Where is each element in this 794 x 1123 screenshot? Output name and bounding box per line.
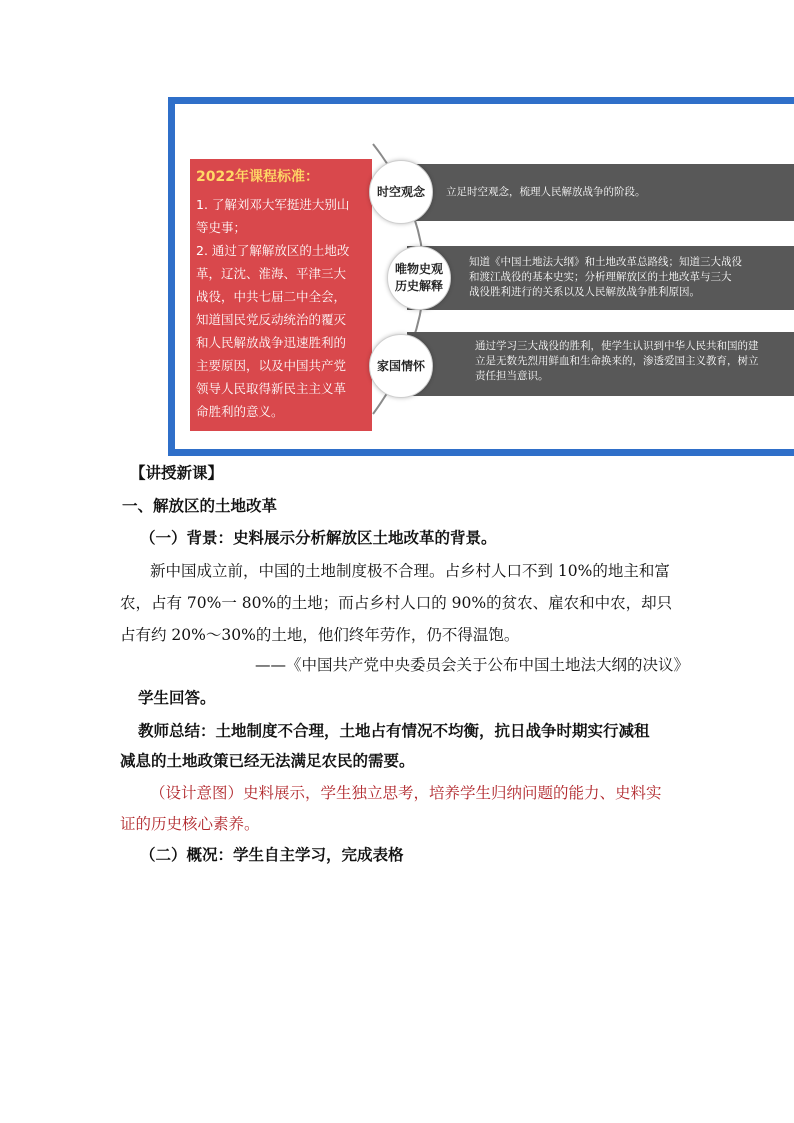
curriculum-figure [168,97,794,456]
standard-line: 领导人民取得新民主主义革 [196,381,347,396]
quote-line: 占有约 20%～30%的土地，他们终年劳作，仍不得温饱。 [120,626,520,644]
quote-source: ——《中国共产党中央委员会关于公布中国土地法大纲的决议》 [255,656,690,674]
literacy-bar-spatiotemporal [399,164,794,221]
teacher-summary-line: 教师总结：土地制度不合理，土地占有情况不均衡，抗日战争时期实行减租 [138,721,650,740]
standard-line: 革，辽沈、淮海、平津三大 [196,266,347,281]
quote-line: 新中国成立前，中国的土地制度极不合理。占乡村人口不到 10%的地主和富 [150,562,670,580]
standard-line: 战役，中共七届二中全会， [196,289,347,304]
standard-line: 和人民解放战争迅速胜利的 [196,335,347,350]
standard-title: 2022年课程标准： [196,169,319,185]
design-intent-rest: 学生独立思考，培养学生归纳问题的能力、史料实 [320,784,662,802]
literacy-label: 唯物史观 [394,262,443,276]
literacy-text: 立是无数先烈用鲜血和生命换来的，渗透爱国主义教育，树立 [475,355,759,367]
curriculum-standard-box [190,159,372,431]
standard-line: 知道国民党反动统治的覆灭 [196,312,347,327]
standard-line: 主要原因，以及中国共产党 [196,358,347,373]
literacy-circle-spatiotemporal [369,160,433,224]
literacy-text: 立足时空观念，梳理人民解放战争的阶段。 [446,186,646,198]
teacher-summary-line: 减息的土地政策已经无法满足农民的需要。 [120,751,415,770]
literacy-label: 历史解释 [394,279,443,293]
literacy-text: 战役胜利进行的关系以及人民解放战争胜利原因。 [469,286,700,298]
heading-land-reform: 一、解放区的土地改革 [122,496,278,515]
standard-line: 2. 通过了解解放区的土地改 [196,243,350,258]
subheading-overview: （二）概况：学生自主学习，完成表格 [140,845,404,864]
student-answer: 学生回答。 [138,688,216,707]
literacy-label: 时空观念 [376,184,425,199]
literacy-circle-patriotism [369,334,433,398]
literacy-label: 家国情怀 [376,358,425,373]
literacy-text: 和渡江战役的基本史实；分析理解放区的土地改革与三大 [469,271,732,283]
literacy-bar-materialism [407,246,794,310]
design-intent-line: 证的历史核心素养。 [120,815,260,833]
literacy-text: 知道《中国土地法大纲》和土地改革总路线；知道三大战役 [469,256,742,268]
section-tag: 【讲授新课】 [130,463,224,482]
literacy-text: 责任担当意识。 [475,370,549,382]
standard-line: 等史事； [196,220,247,235]
design-intent-prefix: （设计意图）史料展示， [150,784,321,802]
literacy-circle-materialism [387,246,451,310]
design-intent-line [150,781,662,803]
subheading-background: （一）背景：史料展示分析解放区土地改革的背景。 [140,528,497,547]
literacy-text: 通过学习三大战役的胜利，使学生认识到中华人民共和国的建 [475,340,759,352]
literacy-bar-patriotism [407,332,794,396]
quote-line: 农，占有 70%一 80%的土地；而占乡村人口的 90%的贫农、雇农和中农，却只 [120,594,673,612]
standard-line: 命胜利的意义。 [196,404,284,419]
standard-line: 1. 了解刘邓大军挺进大别山 [196,197,350,212]
